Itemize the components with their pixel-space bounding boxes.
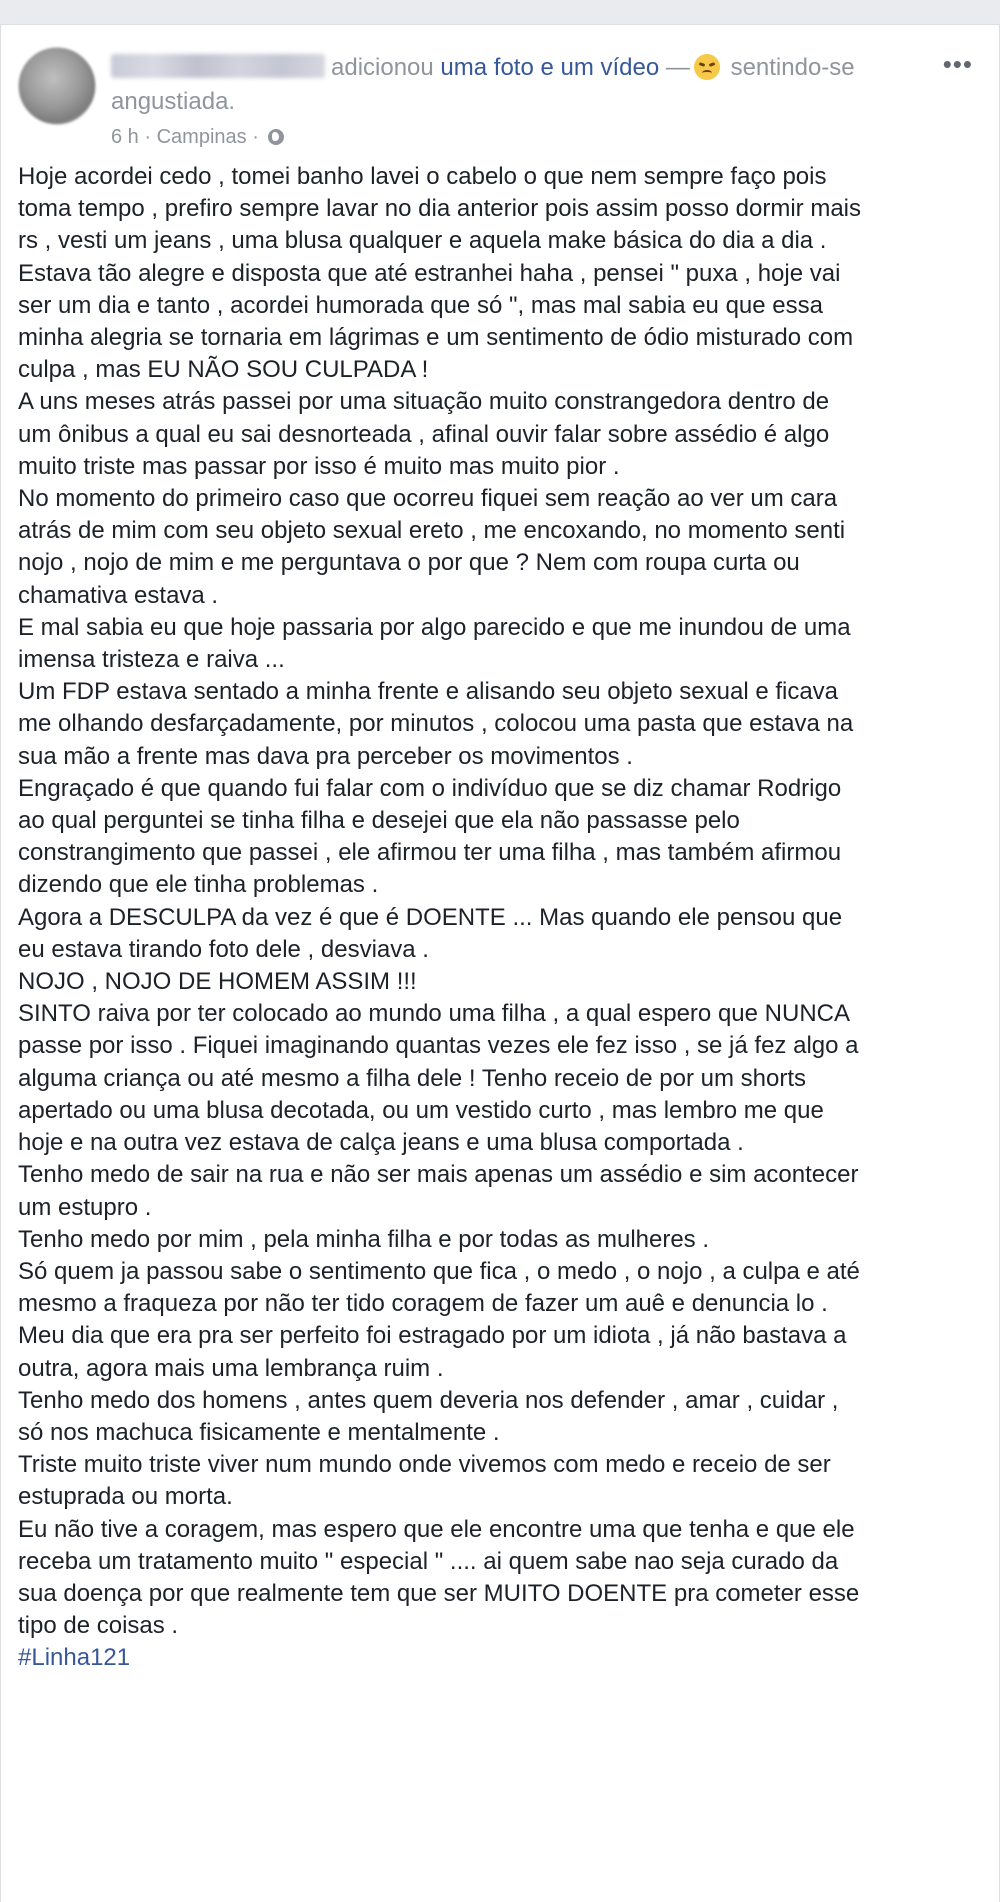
anguished-face-icon — [694, 54, 720, 80]
post-card — [0, 24, 1000, 1902]
post-text-line: chamativa estava . — [18, 581, 219, 609]
post-location[interactable]: Campinas — [156, 126, 247, 148]
post-text-line: um estupro . — [18, 1193, 152, 1221]
post-text-line: Engraçado é que quando fui falar com o indivíduo que se diz chamar Rodrigo — [18, 774, 842, 802]
post-text-line: Estava tão alegre e disposta que até estranhei haha , pensei " puxa , hoje vai — [18, 259, 841, 287]
post-text-line: NOJO , NOJO DE HOMEM ASSIM !!! — [18, 968, 417, 996]
post-text-line: estuprada ou morta. — [18, 1483, 233, 1511]
post-text-line: ser um dia e tanto , acordei humorada que só ", mas mal sabia eu que essa — [18, 291, 823, 319]
feed-background-strip — [0, 0, 1000, 25]
post-text-line: Meu dia que era pra ser perfeito foi estragado por um idiota , já não bastava a — [18, 1322, 847, 1350]
author-name-blurred[interactable] — [111, 54, 325, 78]
post-text-line: me olhando desfarçadamente, por minutos , colocou uma pasta que estava na — [18, 710, 854, 738]
post-text-line: sua doença por que realmente tem que ser MUITO DOENTE pra cometer esse — [18, 1579, 860, 1607]
author-avatar[interactable] — [18, 47, 96, 125]
meta-separator-2: · — [252, 126, 259, 148]
post-text-line: minha alegria se tornaria em lágrimas e um sentimento de ódio misturado com — [18, 324, 854, 352]
post-text-line: dizendo que ele tinha problemas . — [18, 871, 379, 899]
post-text-line: muito triste mas passar por isso é muito mas muito pior . — [18, 452, 620, 480]
post-text-line: alguma criança ou até mesmo a filha dele ! Tenho receio de por um shorts — [18, 1064, 806, 1092]
post-text-line: Eu não tive a coragem, mas espero que ele encontre uma que tenha e que ele — [18, 1515, 855, 1543]
post-text-line: Tenho medo dos homens , antes quem deveria nos defender , amar , cuidar , — [18, 1386, 839, 1414]
post-text-line: nojo , nojo de mim e me perguntava o por que ? Nem com roupa curta ou — [18, 549, 800, 577]
post-text-line: Triste muito triste viver num mundo onde vivemos com medo e receio de ser — [18, 1451, 831, 1479]
post-text-line: hoje e na outra vez estava de calça jeans e uma blusa comportada . — [18, 1129, 744, 1157]
post-text-line: um ônibus a qual eu sai desnorteada , afinal ouvir falar sobre assédio é algo — [18, 420, 830, 448]
more-options-icon[interactable]: ••• — [942, 49, 973, 79]
hashtag-link[interactable]: #Linha121 — [18, 1644, 131, 1672]
post-text-line: A uns meses atrás passei por uma situação muito constrangedora dentro de — [18, 388, 830, 416]
post-body — [18, 161, 993, 1675]
meta-separator: · — [144, 126, 152, 148]
post-text-line: tipo de coisas . — [18, 1612, 179, 1640]
post-headline — [111, 51, 931, 119]
post-text-line: SINTO raiva por ter colocado ao mundo uma filha , a qual espero que NUNCA — [18, 1000, 850, 1028]
action-link[interactable]: uma foto e um vídeo — [440, 54, 660, 81]
post-text-line: eu estava tirando foto dele , desviava . — [18, 935, 429, 963]
post-text-line: passe por isso . Fiquei imaginando quantas vezes ele fez isso , se já fez algo a — [18, 1032, 859, 1060]
post-text-line: ao qual perguntei se tinha filha e desejei que ela não passasse pelo — [18, 807, 740, 835]
post-text-line: constrangimento que passei , ele afirmou ter uma filha , mas também afirmou — [18, 839, 842, 867]
post-text-line: Um FDP estava sentado a minha frente e alisando seu objeto sexual e ficava — [18, 678, 839, 706]
post-text-line: outra, agora mais uma lembrança ruim . — [18, 1354, 444, 1382]
action-prefix: adicionou — [331, 54, 434, 81]
action-dash: — — [665, 54, 690, 81]
post-text-line: rs , vesti um jeans , uma blusa qualquer e aquela make básica do dia a dia . — [18, 227, 827, 255]
post-text-line: atrás de mim com seu objeto sexual ereto , me encoxando, no momento senti — [18, 517, 846, 545]
post-text-line: No momento do primeiro caso que ocorreu fiquei sem reação ao ver um cara — [18, 485, 838, 513]
post-header — [1, 25, 999, 155]
post-text-line: toma tempo , prefiro sempre lavar no dia anterior pois assim posso dormir mais — [18, 195, 861, 223]
post-text-line: Hoje acordei cedo , tomei banho lavei o cabelo o que nem sempre faço pois — [18, 163, 827, 190]
post-text-line: apertado ou uma blusa decotada, ou um vestido curto , mas lembro me que — [18, 1096, 824, 1124]
post-text-line: Tenho medo por mim , pela minha filha e por todas as mulheres . — [18, 1225, 710, 1253]
post-text-line: E mal sabia eu que hoje passaria por algo parecido e que me inundou de uma — [18, 613, 851, 641]
post-text-line: imensa tristeza e raiva ... — [18, 646, 285, 674]
post-text-line: sua mão a frente mas dava pra perceber os movimentos . — [18, 742, 633, 770]
post-meta — [111, 125, 284, 149]
post-text-line: Só quem ja passou sabe o sentimento que fica , o medo , o nojo , a culpa e até — [18, 1257, 860, 1285]
post-text-line: receba um tratamento muito " especial " .... ai quem sabe nao seja curado da — [18, 1547, 839, 1575]
post-time[interactable]: 6 h — [111, 126, 139, 148]
post-text-line: culpa , mas EU NÃO SOU CULPADA ! — [18, 356, 429, 384]
globe-icon[interactable] — [268, 129, 284, 145]
post-text-line: Agora a DESCULPA da vez é que é DOENTE ... Mas quando ele pensou que — [18, 903, 843, 931]
feeling-text: sentindo-se angustiada. — [111, 54, 855, 115]
post-text-line: só nos machuca fisicamente e mentalmente . — [18, 1418, 500, 1446]
post-text-line: Tenho medo de sair na rua e não ser mais apenas um assédio e sim acontecer — [18, 1161, 859, 1189]
post-text-line: mesmo a fraqueza por não ter tido coragem de fazer um auê e denuncia lo . — [18, 1290, 828, 1318]
